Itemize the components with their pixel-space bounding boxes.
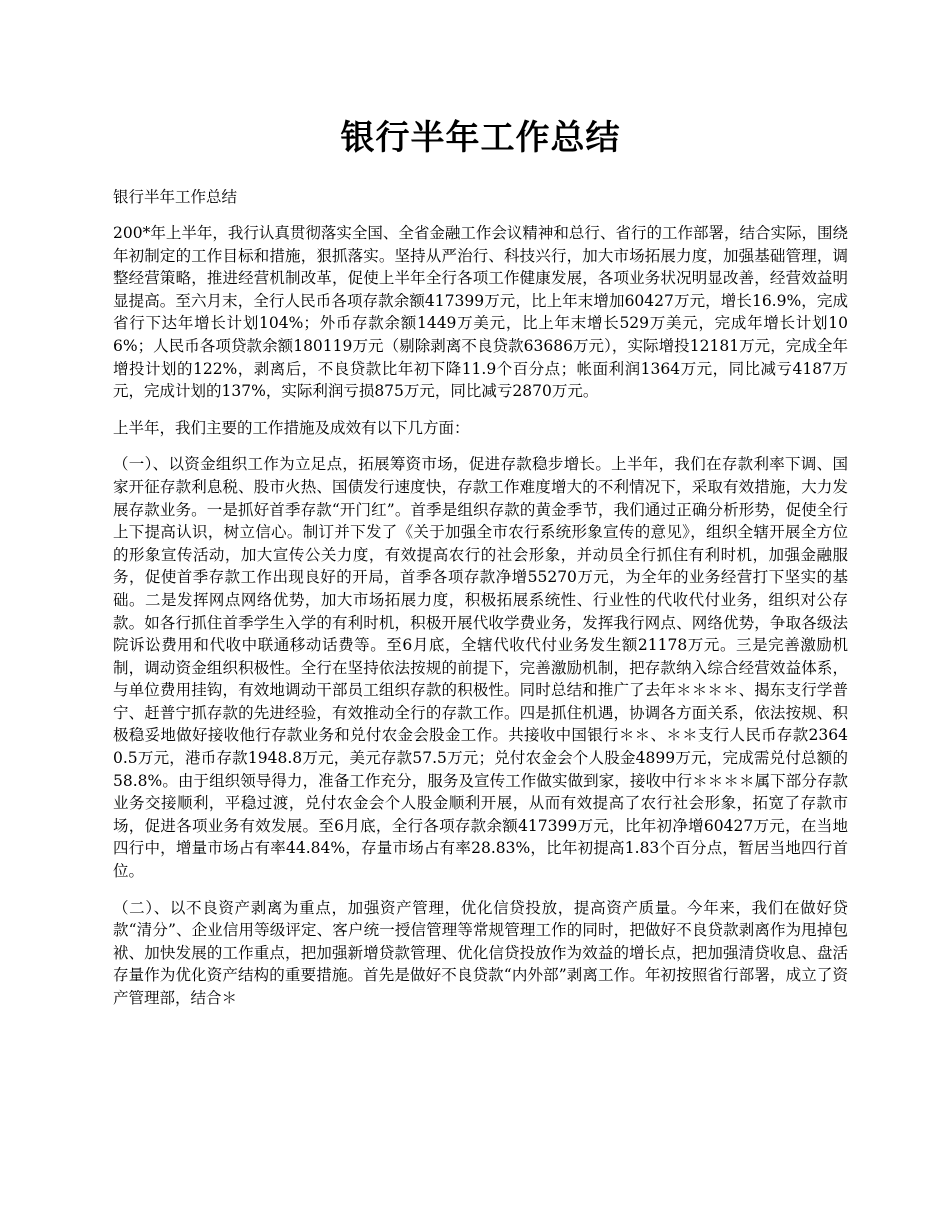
document-subtitle: 银行半年工作总结 [113,188,238,206]
paragraph-summary: 200*年上半年，我行认真贯彻落实全国、全省金融工作会议精神和总行、省行的工作部署，结合实际，围绕年初制定的工作目标和措施，狠抓落实。坚持从严治行、科技兴行，加大市场拓展力度，加强基础管理，调整经营策略，推进经营机制改革，促使上半年全行各项工作健康发展，各项业务状况明显改善，经营效益明显提高。至六月末，全行人民币各项存款余额417399万元，比上年末增加60427万元，增长16.9%，完成省行下达年增长计划104%；外币存款余额1449万美元，比上年末增长529万美元，完成年增长计划106%；人民币各项贷款余额180119万元（剔除剥离不良贷款63686万元），实际增投12181万元，完成全年增投计划的122%，剥离后，不良贷款比年初下降11.9个百分点；帐面利润1364万元，同比减亏4187万元，完成计划的137%，实际利润亏损875万元，同比减亏2870万元。 [113,224,848,401]
paragraph-section-1: （一）、以资金组织工作为立足点，拓展筹资市场，促进存款稳步增长。上半年，我们在存款利率下调、国家开征存款利息税、股市火热、国债发行速度快，存款工作难度增大的不利情况下，采取有效措施，大力发展存款业务。一是抓好首季存款“开门红”。首季是组织存款的黄金季节，我们通过正确分析形势，促使全行上下提高认识，树立信心。制订并下发了《关于加强全市农行系统形象宣传的意见》，组织全辖开展全方位的形象宣传活动，加大宣传公关力度，有效提高农行的社会形象，并动员全行抓住有利时机，加强金融服务，促使首季存款工作出现良好的开局，首季各项存款净增55270万元，为全年的业务经营打下坚实的基础。二是发挥网点网络优势，加大市场拓展力度，积极拓展系统性、行业性的代收代付业务，组织对公存款。如各行抓住首季学生入学的有利时机，积极开展代收学费业务，发挥我行网点、网络优势，争取各级法院诉讼费用和代收中联通移动话费等。至6月底，全辖代收代付业务发生额21178万元。三是完善激励机制，调动资金组织积极性。全行在坚持依法按规的前提下，完善激励机制，把存款纳入综合经营效益体系，与单位费用挂钩，有效地调动干部员工组织存款的积极性。同时总结和推广了去年＊＊＊＊、揭东支行学普宁、赶普宁抓存款的先进经验，有效推动全行的存款工作。四是抓住机遇，协调各方面关系，依法按规、积极稳妥地做好接收他行存款业务和兑付农金会股金工作。共接收中国银行＊＊、＊＊支行人民币存款23640.5万元，港币存款1948.8万元，美元存款57.5万元；兑付农金会个人股金4899万元，完成需兑付总额的58.8%。由于组织领导得力，准备工作充分，服务及宣传工作做实做到家，接收中行＊＊＊＊属下部分存款业务交接顺利，平稳过渡，兑付农金会个人股金顺利开展，从而有效提高了农行社会形象，拓宽了存款市场，促进各项业务有效发展。至6月底，全行各项存款余额417399万元，比年初净增60427万元，在当地四行中，增量市场占有率44.84%，存量市场占有率28.83%，比年初提高1.83个百分点，暂居当地四行首位。 [113,455,848,881]
paragraph-intro: 上半年，我们主要的工作措施及成效有以下几方面： [113,418,470,437]
paragraph-section-2: （二）、以不良资产剥离为重点，加强资产管理，优化信贷投放，提高资产质量。今年来，我们在做好贷款“清分”、企业信用等级评定、客户统一授信管理等常规管理工作的同时，把做好不良贷款剥离作为甩掉包袱、加快发展的工作重点，把加强新增贷款管理、优化信贷投放作为效益的增长点，把加强清贷收息、盘活存量作为优化资产结构的重要措施。首先是做好不良贷款“内外部”剥离工作。年初按照省行部署，成立了资产管理部，结合＊ [113,898,848,1007]
document-page [113,0,848,1010]
document-title: 银行半年工作总结 [340,118,621,158]
